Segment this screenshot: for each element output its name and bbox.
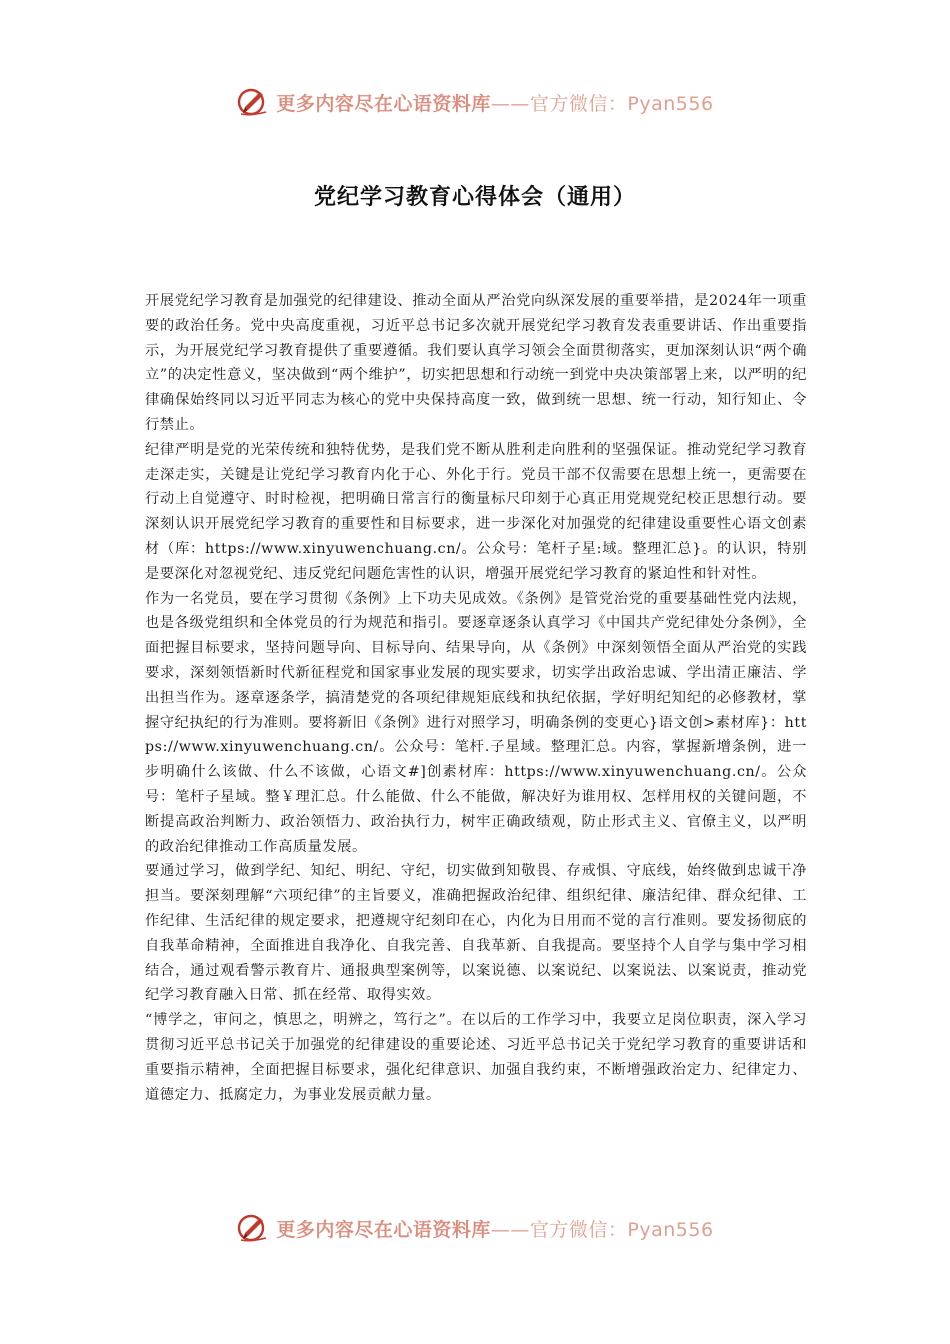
banner-contact: 官方微信：Pyan556 [529,1218,714,1241]
header-banner [0,82,950,122]
banner-dash: —— [490,92,530,115]
paragraph-4: 要通过学习，做到学纪、知纪、明纪、守纪，切实做到知敬畏、存戒惧、守底线，始终做到忠诚干净担当。要深刻理解“六项纪律”的主旨要义，准确把握政治纪律、组织纪律、廉洁纪律、群众纪律、工作纪律、生活纪律的规定要求，把遵规守纪刻印在心，内化为日用而不觉的言行准则。要发扬彻底的自我革命精神，全面推进自我净化、自我完善、自我革新、自我提高。要坚持个人自学与集中学习相结合，通过观看警示教育片、通报典型案例等，以案说德、以案说纪、以案说法、以案说责，推动党纪学习教育融入日常、抓在经常、取得实效。 [145,863,807,1004]
banner-text [276,1215,713,1242]
banner-text [276,89,713,116]
banner-dash: —— [490,1218,530,1241]
article-body [145,289,807,1107]
pen-logo-icon [236,1211,270,1245]
banner-contact: 官方微信：Pyan556 [529,92,714,115]
page-title: 党纪学习教育心得体会（通用） [313,185,636,210]
paragraph-5: “博学之，审问之，慎思之，明辨之，笃行之”。在以后的工作学习中，我要立足岗位职责，深入学习贯彻习近平总书记关于加强党的纪律建设的重要论述、习近平总书记关于党纪学习教育的重要讲话和重要指示精神，全面把握目标要求，强化纪律意识、加强自我约束，不断增强政治定力、纪律定力、道德定力、抵腐定力，为事业发展贡献力量。 [145,1012,807,1103]
footer-banner [0,1208,950,1248]
banner-site: 更多内容尽在心语资料库 [276,92,491,115]
paragraph-3: 作为一名党员，要在学习贯彻《条例》上下功夫见成效。《条例》是管党治党的重要基础性党内法规，也是各级党组织和全体党员的行为规范和指引。要逐章逐条认真学习《中国共产党纪律处分条例》，全面把握目标要求，坚持问题导向、目标导向、结果导向，从《条例》中深刻领悟全面从严治党的实践要求，深刻领悟新时代新征程党和国家事业发展的现实要求，切实学出政治忠诚、学出清正廉洁、学出担当作为。逐章逐条学，搞清楚党的各项纪律规矩底线和执纪依据，学好明纪知纪的必修教材，掌握守纪执纪的行为准则。要将新旧《条例》进行对照学习，明确条例的变更心}语文创>素材库}：https://www.xinyuwenchuang.cn/。公众号：笔杆.子星域。整理汇总。内容，掌握新增条例，进一步明确什么该做、什么不该做，心语文#]创素材库：https://www.xinyuwenchuang.cn/。公众号：笔杆子星域。整￥理汇总。什么能做、什么不能做，解决好为谁用权、怎样用权的关键问题，不断提高政治判断力、政治领悟力、政治执行力，树牢正确政绩观，防止形式主义、官僚主义，以严明的政治纪律推动工作高质量发展。 [145,590,807,855]
paragraph-1: 开展党纪学习教育是加强党的纪律建设、推动全面从严治党向纵深发展的重要举措，是2024年一项重要的政治任务。党中央高度重视，习近平总书记多次就开展党纪学习教育发表重要讲话、作出重要指示，为开展党纪学习教育提供了重要遵循。我们要认真学习领会全面贯彻落实，更加深刻认识“两个确立”的决定性意义，坚决做到“两个维护”，切实把思想和行动统一到党中央决策部署上来，以严明的纪律确保始终同以习近平同志为核心的党中央保持高度一致，做到统一思想、统一行动，知行知止、令行禁止。 [145,293,807,433]
banner-site: 更多内容尽在心语资料库 [276,1218,491,1241]
pen-logo-icon [236,85,270,119]
paragraph-2: 纪律严明是党的光荣传统和独特优势，是我们党不断从胜利走向胜利的坚强保证。推动党纪学习教育走深走实，关键是让党纪学习教育内化于心、外化于行。党员干部不仅需要在思想上统一，更需要在行动上自觉遵守、时时检视，把明确日常言行的衡量标尺印刻于心真正用党规党纪校正思想行动。要深刻认识开展党纪学习教育的重要性和目标要求，进一步深化对加强党的纪律建设重要性心语文创素材（库：https://www.xinyuwenchuang.cn/。公众号：笔杆子星:域。整理汇总}。的认识，特别是要深化对忽视党纪、违反党纪问题危害性的认识，增强开展党纪学习教育的紧迫性和针对性。 [145,441,807,582]
